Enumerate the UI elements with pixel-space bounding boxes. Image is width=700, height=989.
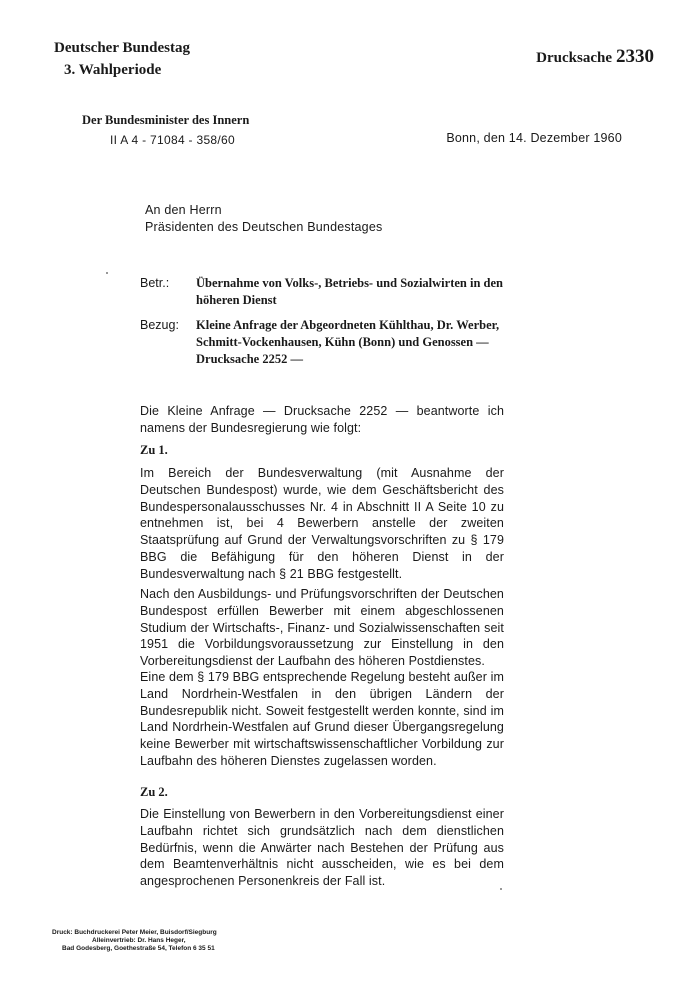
place-date: Bonn, den 14. Dezember 1960 [446,131,622,145]
imprint-line-1: Druck: Buchdruckerei Peter Meier, Buisdorf/Siegburg [52,929,217,936]
imprint-line-3: Bad Godesberg, Goethestraße 54, Telefon 6 35 51 [62,945,215,952]
section-2-heading: Zu 2. [140,785,168,799]
reference-number: II A 4 - 71084 - 358/60 [110,133,235,147]
subject-bezug-label: Bezug: [140,318,179,332]
intro-paragraph: Die Kleine Anfrage — Drucksache 2252 — beantworte ich namens der Bundesregierung wie folgt: [140,404,504,435]
subject-betr-text: Übernahme von Volks-, Betriebs- und Sozialwirten in den höheren Dienst [196,276,503,307]
institution-name: Deutscher Bundestag [54,40,190,56]
addressee-line-2: Präsidenten des Deutschen Bundestages [145,220,383,234]
section-1-paragraph-1: Im Bereich der Bundesverwaltung (mit Ausnahme der Deutschen Bundespost) wurde, wie dem Geschäftsbericht des Bundespersonalausschusses Nr. 4 in Abschnitt II A Seite 10 zu entnehmen ist, bei 4 Bewerbern anstelle der zweiten Staatsprüfung auf Grund der Verwaltungsvorschriften zu § 179 BBG die Befähigung für den höheren Dienst in der Bundesverwaltung nach § 21 BBG festgestellt. [140,466,504,581]
document-number [536,46,654,68]
addressee-line-1: An den Herrn [145,203,222,217]
document-label: Drucksache [536,50,612,66]
subject-betr-label: Betr.: [140,276,170,290]
section-1-paragraph-2: Nach den Ausbildungs- und Prüfungsvorschriften der Deutschen Bundespost erfüllen Bewerber mit einem abgeschlossenen Studium der Wirtschafts-, Finanz- und Sozialwissenschaften seit 1951 die Vorbildungsvoraussetzung zur Einstellung in den Vorbereitungsdienst der Laufbahn des höheren Postdienstes. [140,587,504,669]
section-1-paragraph-3: Eine dem § 179 BBG entsprechende Regelung besteht außer im Land Nordrhein-Westfalen in den übrigen Ländern der Bundesrepublik nicht. Soweit festgestellt werden konnte, sind im Land Nordrhein-Westfalen auf Grund dieser Übergangsregelung keine Bewerber mit wirtschaftswissenschaftlicher Vorbildung zur Laufbahn des höheren Dienstes zugelassen worden. [140,670,504,768]
subject-bezug-text: Kleine Anfrage der Abgeordneten Kühlthau, Dr. Werber, Schmitt-Vockenhausen, Kühn (Bonn) und Genossen — Drucksache 2252 — [196,318,500,366]
section-1-heading: Zu 1. [140,443,168,457]
printer-imprint [52,929,217,953]
subject-betr [140,275,510,309]
sender-name: Der Bundesminister des Innern [82,113,250,127]
imprint-line-2: Alleinvertrieb: Dr. Hans Heger, [92,937,186,944]
scan-speck [106,272,108,274]
legislative-period: 3. Wahlperiode [64,62,162,78]
scan-speck [500,888,502,890]
section-2-paragraph-1: Die Einstellung von Bewerbern in den Vorbereitungsdienst einer Laufbahn richtet sich grundsätzlich nach dem dienstlichen Bedürfnis, wenn die Anwärter nach Bestehen der Prüfung aus dem Beamtenverhältnis nicht ausscheiden, wie es bei dem angesprochenen Personenkreis der Fall ist. [140,807,504,889]
document-number-value: 2330 [616,46,654,67]
addressee [145,202,382,236]
subject-bezug [140,317,510,368]
